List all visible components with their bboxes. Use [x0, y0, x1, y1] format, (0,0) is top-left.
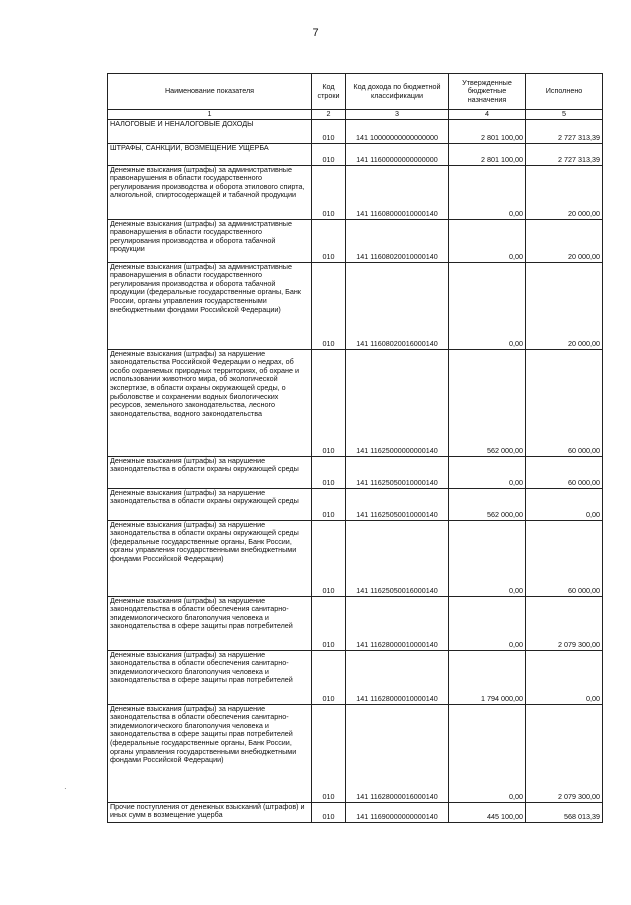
cell-approved: 0,00 — [449, 520, 526, 596]
header-executed: Исполнено — [526, 74, 603, 110]
cell-code: 010 — [312, 262, 346, 349]
cell-name: Денежные взыскания (штрафы) за нарушение законодательства в области обеспечения санитарно-эпидемиологического благополучия человека и законодательства в сфере защиты прав потребителей — [108, 596, 312, 650]
cell-approved: 2 801 100,00 — [449, 119, 526, 143]
cell-kbk: 141 11608020010000140 — [346, 219, 449, 262]
table-row — [108, 119, 603, 143]
cell-code: 010 — [312, 349, 346, 456]
cell-executed: 20 000,00 — [526, 219, 603, 262]
column-number: 4 — [449, 110, 526, 120]
cell-name: Денежные взыскания (штрафы) за нарушение законодательства Российской Федерации о недрах, об особо охраняемых природных территориях, об охране и использовании животного мира, об экологической экспертизе, в области охраны окружающей среды, о рыболовстве и сохранении водных биологических ресурсов, земельного законодательства, лесного законодательства, водного законодательства — [108, 349, 312, 456]
revenue-table — [107, 73, 603, 823]
table-row — [108, 520, 603, 596]
cell-code: 010 — [312, 704, 346, 802]
cell-executed: 60 000,00 — [526, 520, 603, 596]
cell-executed: 2 079 300,00 — [526, 596, 603, 650]
cell-approved: 0,00 — [449, 456, 526, 488]
table-row — [108, 219, 603, 262]
cell-executed: 2 727 313,39 — [526, 143, 603, 165]
scan-speck: · — [64, 784, 67, 793]
cell-name: Денежные взыскания (штрафы) за административные правонарушения в области государственного регулирования производства и оборота табачной продукции — [108, 219, 312, 262]
cell-code: 010 — [312, 488, 346, 520]
cell-name: Денежные взыскания (штрафы) за административные правонарушения в области государственного регулирования производства и оборота этилового спирта, алкогольной, спиртосодержащей и табачной продукции — [108, 165, 312, 219]
cell-code: 010 — [312, 520, 346, 596]
column-number: 2 — [312, 110, 346, 120]
cell-kbk: 141 11625050010000140 — [346, 456, 449, 488]
cell-approved: 0,00 — [449, 165, 526, 219]
cell-code: 010 — [312, 650, 346, 704]
cell-name: НАЛОГОВЫЕ И НЕНАЛОГОВЫЕ ДОХОДЫ — [108, 119, 312, 143]
header-kbk: Код дохода по бюджетной классификации — [346, 74, 449, 110]
cell-kbk: 141 11690000000000140 — [346, 802, 449, 822]
cell-executed: 20 000,00 — [526, 262, 603, 349]
page-number: 7 — [312, 27, 319, 39]
cell-kbk: 141 11600000000000000 — [346, 143, 449, 165]
header-approved: Утвержденные бюджетные назначения — [449, 74, 526, 110]
cell-name: Денежные взыскания (штрафы) за нарушение законодательства в области обеспечения санитарно-эпидемиологического благополучия человека и законодательства в сфере защиты прав потребителей — [108, 650, 312, 704]
cell-kbk: 141 11625050010000140 — [346, 488, 449, 520]
cell-executed: 60 000,00 — [526, 349, 603, 456]
cell-kbk: 141 10000000000000000 — [346, 119, 449, 143]
column-number: 1 — [108, 110, 312, 120]
column-number: 5 — [526, 110, 603, 120]
cell-code: 010 — [312, 456, 346, 488]
cell-name: Денежные взыскания (штрафы) за нарушение законодательства в области охраны окружающей среды — [108, 488, 312, 520]
cell-code: 010 — [312, 143, 346, 165]
cell-executed: 568 013,39 — [526, 802, 603, 822]
cell-executed: 60 000,00 — [526, 456, 603, 488]
header-code: Код строки — [312, 74, 346, 110]
cell-approved: 0,00 — [449, 596, 526, 650]
table-row — [108, 349, 603, 456]
cell-kbk: 141 11628000016000140 — [346, 704, 449, 802]
cell-executed: 0,00 — [526, 650, 603, 704]
cell-approved: 1 794 000,00 — [449, 650, 526, 704]
table-row — [108, 488, 603, 520]
table-row — [108, 650, 603, 704]
header-name: Наименование показателя — [108, 74, 312, 110]
cell-name: Денежные взыскания (штрафы) за нарушение законодательства в области охраны окружающей среды — [108, 456, 312, 488]
cell-approved: 0,00 — [449, 262, 526, 349]
cell-name: ШТРАФЫ, САНКЦИИ, ВОЗМЕЩЕНИЕ УЩЕРБА — [108, 143, 312, 165]
table-row — [108, 802, 603, 822]
table-row — [108, 143, 603, 165]
cell-kbk: 141 11625050016000140 — [346, 520, 449, 596]
cell-kbk: 141 11608020016000140 — [346, 262, 449, 349]
cell-approved: 2 801 100,00 — [449, 143, 526, 165]
cell-approved: 562 000,00 — [449, 488, 526, 520]
cell-executed: 20 000,00 — [526, 165, 603, 219]
table-row — [108, 596, 603, 650]
cell-executed: 0,00 — [526, 488, 603, 520]
cell-code: 010 — [312, 165, 346, 219]
cell-kbk: 141 11628000010000140 — [346, 650, 449, 704]
cell-kbk: 141 11628000010000140 — [346, 596, 449, 650]
cell-kbk: 141 11608000010000140 — [346, 165, 449, 219]
cell-approved: 562 000,00 — [449, 349, 526, 456]
cell-approved: 0,00 — [449, 219, 526, 262]
cell-executed: 2 079 300,00 — [526, 704, 603, 802]
table-row — [108, 456, 603, 488]
table-row — [108, 165, 603, 219]
cell-approved: 445 100,00 — [449, 802, 526, 822]
table-row — [108, 262, 603, 349]
cell-name: Денежные взыскания (штрафы) за нарушение законодательства в области охраны окружающей среды (федеральные государственные органы, Банк России, органы управления государственными внебюджетными фондами Российской Федерации) — [108, 520, 312, 596]
cell-approved: 0,00 — [449, 704, 526, 802]
cell-kbk: 141 11625000000000140 — [346, 349, 449, 456]
header-row — [108, 74, 603, 110]
cell-name: Денежные взыскания (штрафы) за административные правонарушения в области государственного регулирования производства и оборота табачной продукции (федеральные государственные органы, Банк России, органы управления государственными внебюджетными фондами Российской Федерации) — [108, 262, 312, 349]
cell-name: Денежные взыскания (штрафы) за нарушение законодательства в области обеспечения санитарно-эпидемиологического благополучия человека и законодательства в сфере защиты прав потребителей (федеральные государственные органы, Банк России, органы управления государственными внебюджетными фондами Российской Федерации) — [108, 704, 312, 802]
column-number-row — [108, 110, 603, 120]
column-number: 3 — [346, 110, 449, 120]
cell-code: 010 — [312, 119, 346, 143]
cell-code: 010 — [312, 802, 346, 822]
cell-name: Прочие поступления от денежных взысканий (штрафов) и иных сумм в возмещение ущерба — [108, 802, 312, 822]
cell-executed: 2 727 313,39 — [526, 119, 603, 143]
cell-code: 010 — [312, 596, 346, 650]
cell-code: 010 — [312, 219, 346, 262]
table-row — [108, 704, 603, 802]
table-body — [108, 119, 603, 822]
